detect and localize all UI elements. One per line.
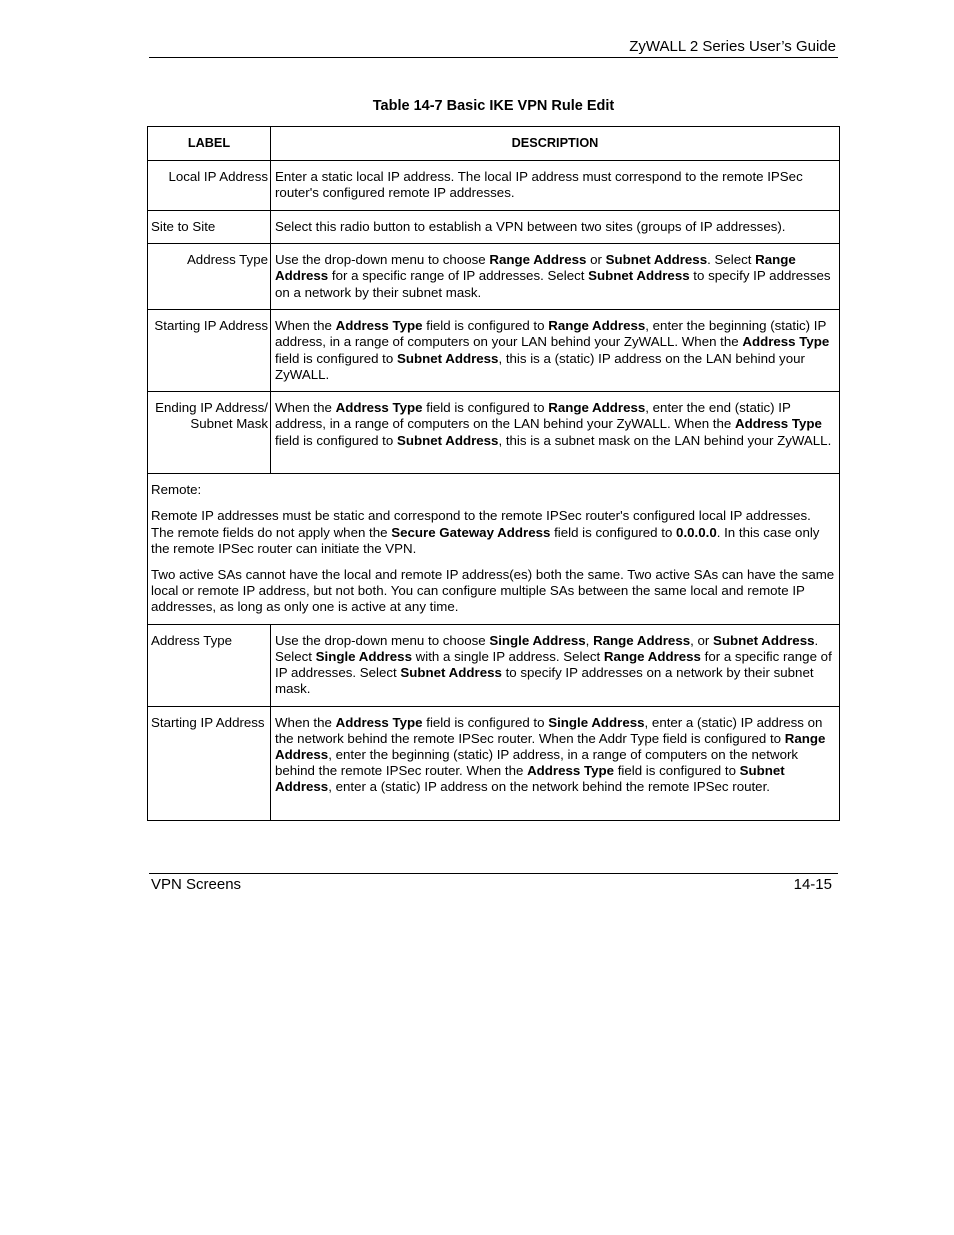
remote-section-row (148, 474, 840, 624)
table-row (148, 624, 840, 706)
page-footer (149, 873, 838, 893)
row-description: When the Address Type field is configured to Range Address, enter the end (static) IP address, in a range of computers on the LAN behind your ZyWALL. When the Address Type field is configured to Subnet Address, this is a subnet mask on the LAN behind your ZyWALL. (271, 392, 840, 474)
row-label: Ending IP Address/ Subnet Mask (148, 392, 271, 474)
row-description: When the Address Type field is configured to Single Address, enter a (static) IP address on the network behind the remote IPSec router. When the Addr Type field is configured to Range Address, enter the beginning (static) IP address, in a range of computers on the network behind the remote IPSec router. When the Address Type field is configured to Subnet Address, enter a (static) IP address on the network behind the remote IPSec router. (271, 706, 840, 820)
table-caption: Table 14-7 Basic IKE VPN Rule Edit (372, 98, 615, 114)
table-row (148, 244, 840, 310)
page-number: 14-15 (793, 876, 832, 893)
row-description: When the Address Type field is configured to Range Address, enter the beginning (static) IP address, in a range of computers on your LAN behind your ZyWALL. When the Address Type field is configured to Subnet Address, this is a (static) IP address on the LAN behind your ZyWALL. (271, 310, 840, 392)
remote-section (148, 474, 840, 624)
guide-title: ZyWALL 2 Series User’s Guide (629, 38, 836, 55)
row-label: Starting IP Address (148, 310, 271, 392)
row-label: Address Type (148, 624, 271, 706)
table-row (148, 161, 840, 211)
row-label: Site to Site (148, 211, 271, 244)
row-label: Starting IP Address (148, 706, 271, 820)
row-description: Use the drop-down menu to choose Range Address or Subnet Address. Select Range Address for a specific range of IP addresses. Select Subnet Address to specify IP addresses on a network by their subnet mask. (271, 244, 840, 310)
remote-paragraph-2: Two active SAs cannot have the local and remote IP address(es) both the same. Two active SAs can have the same local or remote IP address, but not both. You can configure multiple SAs between the same local and remote IP addresses, as long as only one is active at any time. (151, 567, 835, 615)
table-row (148, 310, 840, 392)
remote-paragraph-1: Remote IP addresses must be static and correspond to the remote IPSec router's configured local IP addresses. The remote fields do not apply when the Secure Gateway Address field is configured to 0.0.0.0. In this case only the remote IPSec router can initiate the VPN. (151, 508, 820, 556)
table-row (148, 392, 840, 474)
section-name: VPN Screens (151, 876, 242, 893)
label-column-header: LABEL (148, 127, 271, 161)
row-label: Address Type (148, 244, 271, 310)
description-column-header: DESCRIPTION (271, 127, 840, 161)
table-row (148, 211, 840, 244)
table-header-row (148, 127, 840, 161)
page-header (149, 36, 838, 58)
remote-title: Remote: (151, 482, 202, 498)
row-description: Enter a static local IP address. The local IP address must correspond to the remote IPSec router's configured remote IP addresses. (271, 161, 840, 211)
row-description: Use the drop-down menu to choose Single Address, Range Address, or Subnet Address. Select Single Address with a single IP address. Select Range Address for a specific range of IP addresses. Select Subnet Address to specify IP addresses on a network by their subnet mask. (271, 624, 840, 706)
row-label: Local IP Address (148, 161, 271, 211)
table-row (148, 706, 840, 820)
row-description: Select this radio button to establish a VPN between two sites (groups of IP addresses). (271, 211, 840, 244)
vpn-rule-table (147, 126, 840, 821)
